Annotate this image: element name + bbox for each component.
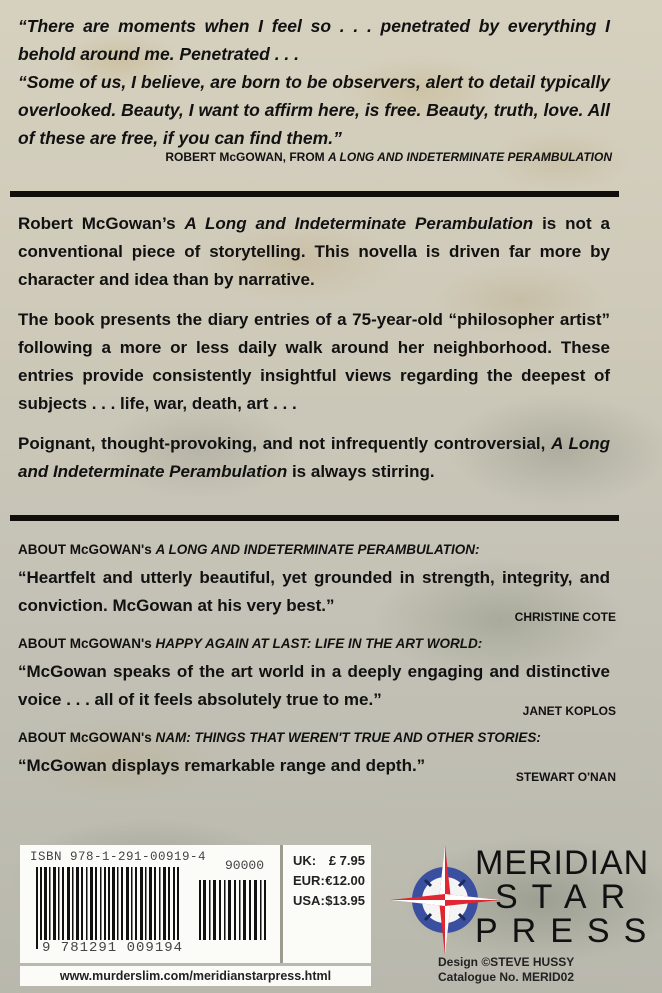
price-row-usa: USA: $13.95 — [293, 893, 365, 908]
description-paragraph-1: Robert McGowan’s A Long and Indeterminate Perambulation is not a conventional piece of storytelling. This novella is driven far more by character and idea than by narrative. — [18, 214, 610, 289]
review-item — [18, 728, 616, 784]
epigraph-quote — [18, 12, 610, 152]
catalogue-number: Catalogue No. MERID02 — [438, 970, 575, 984]
description-paragraph-2: The book presents the diary entries of a 75-year-old “philosopher artist” following a more or less daily walk around her neighborhood. These entries provide consistently insightful views regarding the deepest of subjects . . . life, war, death, art . . . — [18, 310, 610, 413]
price-list — [283, 845, 371, 963]
price-row-uk: UK: £ 7.95 — [293, 853, 365, 868]
barcode-addon-bars-icon — [199, 880, 267, 940]
reviewer-name: STEWART O'NAN — [515, 770, 616, 784]
review-item — [18, 634, 616, 718]
isbn-barcode — [20, 845, 283, 963]
description-paragraph-3: Poignant, thought-provoking, and not infrequently controversial, A Long and Indeterminate Perambulation is always stirring. — [18, 434, 611, 481]
epigraph-line-1: “There are moments when I feel so . . . penetrated by everything I behold around me. Penetrated . . . — [18, 16, 610, 64]
publisher-name: MERIDIAN STAR PRESS — [475, 844, 661, 950]
epigraph-attribution: ROBERT McGOWAN, FROM A LONG AND INDETERMINATE PERAMBULATION — [165, 150, 612, 164]
barcode-digits: 9 781291 009194 — [42, 940, 184, 956]
divider-top — [10, 191, 619, 197]
barcode-addon-number: 90000 — [225, 858, 265, 873]
review-quote: “Heartfelt and utterly beautiful, yet grounded in strength, integrity, and conviction. McGowan at his very best.” — [18, 568, 610, 615]
design-credit: Design ©STEVE HUSSY — [438, 955, 575, 969]
barcode-panel — [20, 845, 371, 963]
publisher-url[interactable]: www.murderslim.com/meridianstarpress.html — [20, 966, 371, 986]
review-heading: ABOUT McGOWAN's NAM: THINGS THAT WEREN'T TRUE AND OTHER STORIES: — [18, 730, 541, 745]
review-heading: ABOUT McGOWAN's A LONG AND INDETERMINATE PERAMBULATION: — [18, 542, 480, 557]
price-row-eur: EUR: €12.00 — [293, 873, 365, 888]
reviewer-name: JANET KOPLOS — [522, 704, 616, 718]
review-quote: “McGowan speaks of the art world in a deeply engaging and distinctive voice . . . all of it feels absolutely true to me.” — [18, 662, 610, 709]
isbn-label: ISBN 978-1-291-00919-4 — [30, 850, 207, 864]
barcode-bars-icon — [36, 867, 182, 949]
credits — [438, 955, 574, 985]
review-item — [18, 540, 616, 624]
review-quote: “McGowan displays remarkable range and depth.” — [18, 756, 426, 775]
reviewer-name: CHRISTINE COTE — [514, 610, 616, 624]
reviews-section — [18, 540, 616, 790]
book-description — [18, 210, 610, 498]
epigraph-line-2: “Some of us, I believe, are born to be observers, alert to detail typically overlooked. Beauty, I want to affirm here, is free. Beauty, truth, love. All of these are free, if you can find them.” — [18, 72, 610, 148]
review-heading: ABOUT McGOWAN's HAPPY AGAIN AT LAST: LIFE IN THE ART WORLD: — [18, 636, 483, 651]
divider-middle — [10, 515, 619, 521]
